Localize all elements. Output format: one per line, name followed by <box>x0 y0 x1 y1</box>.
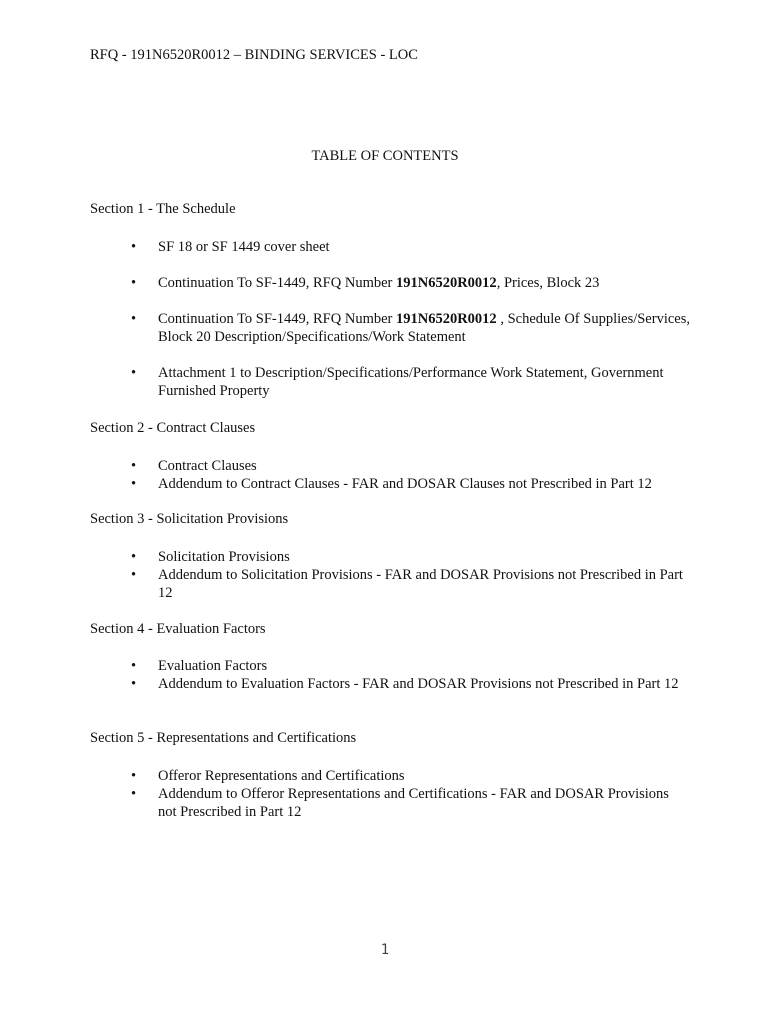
section-5-list <box>0 767 770 821</box>
list-item: • Evaluation Factors <box>0 657 770 675</box>
section-1-heading: Section 1 - The Schedule <box>90 201 236 217</box>
list-item: • Addendum to Contract Clauses - FAR and DOSAR Clauses not Prescribed in Part 12 <box>0 475 770 493</box>
item-text: , Schedule Of Supplies/Services, Block 20 Description/Specifications/Work Statement <box>158 311 690 345</box>
list-item: • Solicitation Provisions <box>0 548 770 566</box>
toc-title: TABLE OF CONTENTS <box>311 148 459 164</box>
section-2-list <box>0 457 770 493</box>
section-5-heading: Section 5 - Representations and Certifications <box>90 730 357 746</box>
list-item <box>0 274 770 292</box>
item-text: Continuation To SF-1449, RFQ Number <box>158 311 396 327</box>
list-item: • SF 18 or SF 1449 cover sheet <box>0 238 770 256</box>
section-3-heading: Section 3 - Solicitation Provisions <box>90 511 289 527</box>
document-header: RFQ - 191N6520R0012 – BINDING SERVICES - LOC <box>90 47 418 63</box>
section-4-heading: Section 4 - Evaluation Factors <box>90 621 266 637</box>
item-text: , Prices, Block 23 <box>496 275 600 291</box>
list-item: • Attachment 1 to Description/Specifications/Performance Work Statement, Government Furnished Property <box>0 364 770 400</box>
rfq-number: 191N6520R0012 <box>395 311 497 327</box>
list-item: • Offeror Representations and Certifications <box>0 767 770 785</box>
rfq-number: 191N6520R0012 <box>395 275 497 291</box>
list-item: • Addendum to Evaluation Factors - FAR and DOSAR Provisions not Prescribed in Part 12 <box>0 675 770 693</box>
list-item <box>0 310 770 346</box>
list-item: • Contract Clauses <box>0 457 770 475</box>
section-2-heading: Section 2 - Contract Clauses <box>90 420 256 436</box>
item-text: Continuation To SF-1449, RFQ Number <box>158 275 396 291</box>
section-1-list <box>0 238 770 400</box>
list-item: • Addendum to Offeror Representations and Certifications - FAR and DOSAR Provisions not Prescribed in Part 12 <box>0 785 770 821</box>
section-3-list <box>0 548 770 602</box>
list-item: • Addendum to Solicitation Provisions - FAR and DOSAR Provisions not Prescribed in Part 12 <box>0 566 770 602</box>
page-number: 1 <box>380 942 390 958</box>
section-4-list <box>0 657 770 693</box>
